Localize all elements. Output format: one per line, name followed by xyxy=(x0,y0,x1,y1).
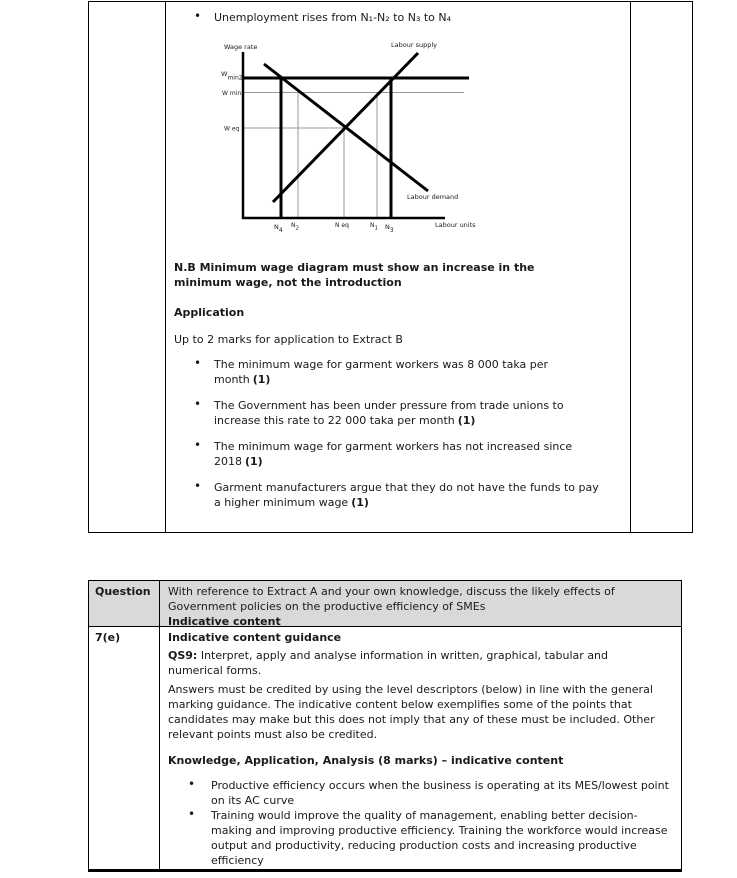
neq-tick-label: N eq xyxy=(335,222,349,229)
x-axis-label: Labour units xyxy=(435,221,476,229)
bullet-text: Unemployment rises from N₁-N₂ to N₃ to N₄ xyxy=(214,11,452,24)
bullet-text: Productive efficiency occurs when the business is operating at its MES/lowest point on its AC curve xyxy=(211,779,669,807)
list-item xyxy=(174,10,622,25)
list-item xyxy=(174,480,599,510)
bullet-text: The minimum wage for garment workers has not increased since 2018 xyxy=(214,440,573,468)
question-header-row xyxy=(89,581,681,627)
kaa-heading: Knowledge, Application, Analysis (8 marks) – indicative content xyxy=(168,754,564,767)
nb-heading: N.B Minimum wage diagram must show an increase in the minimum wage, not the introduction xyxy=(174,261,535,289)
n3-tick-label: N3 xyxy=(385,223,394,234)
bullet-text: Training would improve the quality of management, enabling better decision-making and improving productive efficiency. Training the workforce would increase output and productivity, reducing production costs and increasing productive efficiency xyxy=(211,809,668,867)
mark-scheme-table-top xyxy=(88,1,693,533)
n1-tick-label: N1 xyxy=(370,222,378,232)
question-body-row xyxy=(89,627,681,869)
mark-value: (1) xyxy=(457,414,476,427)
list-item xyxy=(168,808,673,868)
guidance-content-cell xyxy=(160,627,681,869)
question-number-cell: 7(e) xyxy=(89,627,160,869)
qs9-label: QS9: xyxy=(168,649,198,662)
n2-tick-label: N2 xyxy=(291,222,299,232)
indicative-content-label: Indicative content xyxy=(168,615,281,626)
question-7e-table xyxy=(88,580,682,872)
bullet-text: The Government has been under pressure from trade unions to increase this rate to 22 000 taka per month xyxy=(214,399,564,427)
list-item xyxy=(168,778,673,808)
unemployment-bullet-list xyxy=(174,10,622,25)
list-item xyxy=(174,398,599,428)
qs9-paragraph xyxy=(168,648,648,678)
wmin-label: W min xyxy=(222,90,242,97)
bullet-text: Garment manufacturers argue that they do not have the funds to pay a higher minimum wage xyxy=(214,481,599,509)
y-axis-label: Wage rate xyxy=(224,43,258,51)
supply-curve-label: Labour supply xyxy=(391,41,437,49)
qs9-text: Interpret, apply and analyse information in written, graphical, tabular and numerical forms. xyxy=(168,649,609,677)
list-item xyxy=(174,357,599,387)
bullet-text: The minimum wage for garment workers was 8 000 taka per month xyxy=(214,358,549,386)
table-column-divider xyxy=(630,2,631,532)
minimum-wage-diagram xyxy=(221,39,483,239)
credit-paragraph: Answers must be credited by using the level descriptors (below) in line with the general marking guidance. The indicative content below exemplifies some of the points that candidates may make but this does not imply that any of these must be included. Other relevant points must also be credited. xyxy=(168,683,655,741)
question-text: With reference to Extract A and your own knowledge, discuss the likely effects of Government policies on the productive efficiency of SMEs xyxy=(168,585,615,613)
mark-value: (1) xyxy=(252,373,271,386)
wmin2-label: Wmin2 xyxy=(221,70,243,82)
labour-market-diagram-svg xyxy=(221,39,483,239)
list-item xyxy=(174,439,599,469)
guidance-heading: Indicative content guidance xyxy=(168,631,342,644)
answer-content-cell xyxy=(166,2,630,532)
question-text-cell xyxy=(160,581,681,626)
demand-curve-label: Labour demand xyxy=(407,193,459,201)
application-bullet-list xyxy=(174,357,622,510)
weq-label: W eq xyxy=(224,125,240,133)
application-intro: Up to 2 marks for application to Extract B xyxy=(174,333,403,346)
mark-value: (1) xyxy=(351,496,369,509)
n4-tick-label: N4 xyxy=(274,223,283,234)
indicative-content-bullet-list xyxy=(168,778,673,868)
application-heading: Application xyxy=(174,306,245,319)
question-label-cell: Question xyxy=(89,581,160,626)
mark-value: (1) xyxy=(245,455,263,468)
